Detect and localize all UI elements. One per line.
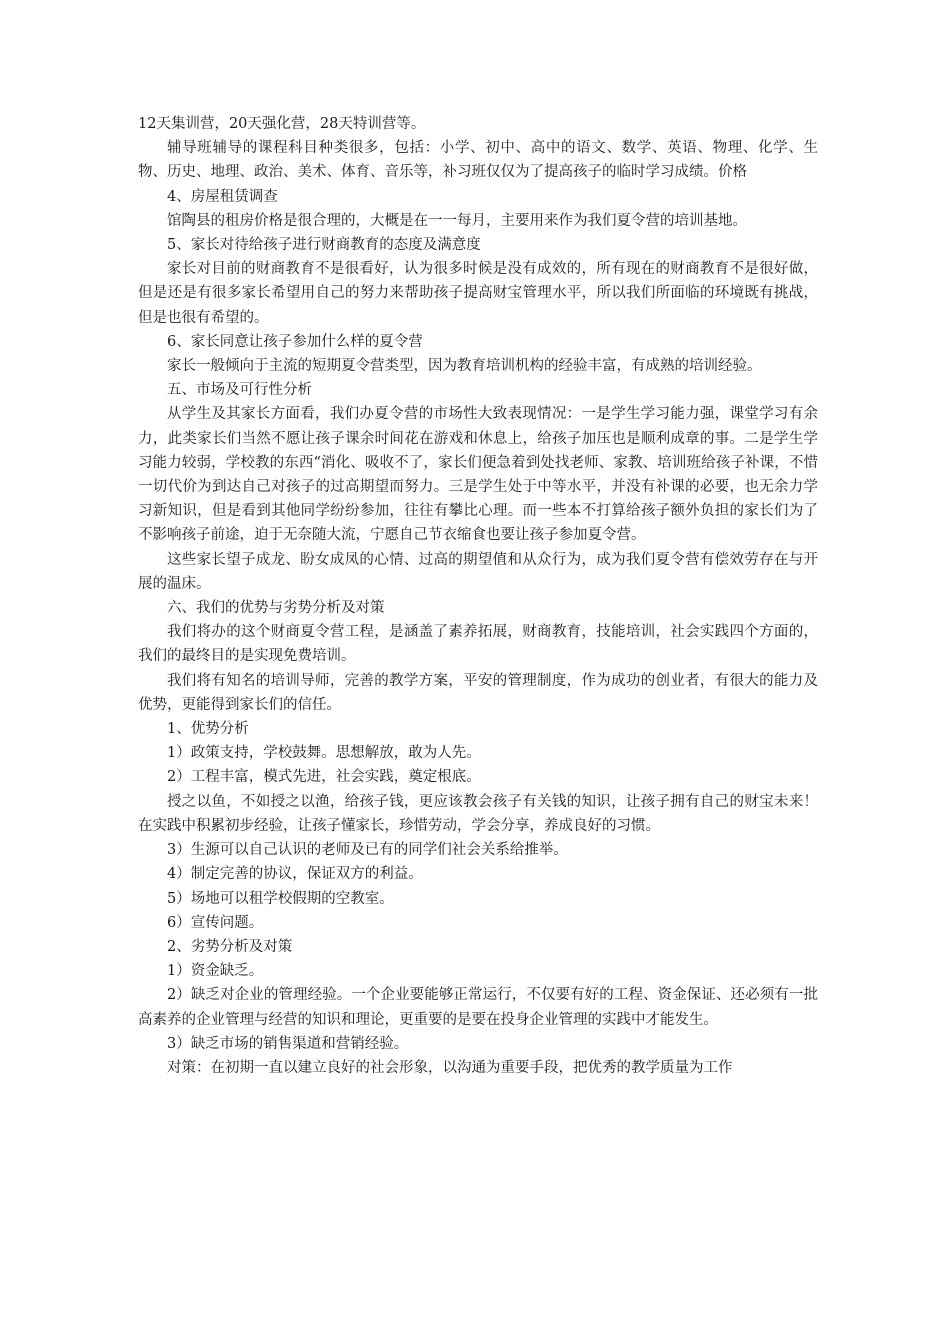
document-body [138, 112, 818, 1080]
paragraph-parent-attitude: 家长对目前的财商教育不是很看好，认为很多时候是没有成效的，所有现在的财商教育不是很好做，但是还是有很多家长希望用自己的努力来帮助孩子提高财宝管理水平，所以我们所面临的环境既有挑战，但是也很有希望的。 [138, 261, 818, 326]
heading-parent-attitude: 5、家长对待给孩子进行财商教育的态度及满意度 [167, 237, 481, 254]
heading-swot: 六、我们的优势与劣势分析及对策 [167, 600, 385, 617]
list-item-strength-3: 3）生源可以自己认识的老师及已有的同学们社会关系给推举。 [167, 842, 568, 859]
paragraph-project-scope: 我们将办的这个财商夏令营工程，是涵盖了素养拓展，财商教育，技能培训，社会实践四个方面的，我们的最终目的是实现免费培训。 [138, 624, 818, 665]
paragraph-camp-durations: 12天集训营，20天强化营，28天特训营等。 [138, 116, 426, 132]
list-item-weakness-2: 2）缺乏对企业的管理经验。一个企业要能够正常运行，不仅要有好的工程、资金保证、还必须有一批高素养的企业管理与经营的知识和理论，更重要的是要在投身企业管理的实践中才能发生。 [138, 987, 818, 1028]
paragraph-camp-preference: 家长一般倾向于主流的短期夏令营类型，因为教育培训机构的经验丰富，有成熟的培训经验。 [167, 358, 762, 375]
list-item-strength-6: 6）宣传问题。 [167, 914, 264, 931]
paragraph-trainers: 我们将有知名的培训导师，完善的教学方案，平安的管理制度，作为成功的创业者，有很大的能力及优势，更能得到家长们的信任。 [138, 672, 818, 713]
list-item-strength-5: 5）场地可以租学校假期的空教室。 [167, 890, 394, 907]
list-item-weakness-3: 3）缺乏市场的销售渠道和营销经验。 [167, 1035, 409, 1052]
list-item-weakness-1: 1）资金缺乏。 [167, 963, 264, 980]
list-item-strength-4: 4）制定完善的协议，保证双方的利益。 [167, 866, 423, 883]
paragraph-parent-expectations: 这些家长望子成龙、盼女成凤的心情、过高的期望值和从众行为，成为我们夏令营有偿效劳存在与开展的温床。 [138, 551, 818, 592]
list-item-strength-1: 1）政策支持，学校鼓舞。思想解放，敢为人先。 [167, 745, 481, 762]
heading-housing-rental-survey: 4、房屋租赁调查 [167, 188, 278, 205]
paragraph-teach-to-fish: 授之以鱼，不如授之以渔，给孩子钱，更应该教会孩子有关钱的知识，让孩子拥有自己的财宝未来！在实践中积累初步经验，让孩子懂家长，珍惜劳动，学会分享，养成良好的习惯。 [138, 793, 818, 834]
list-item-strength-2: 2）工程丰富，模式先进，社会实践，奠定根底。 [167, 769, 481, 786]
heading-market-feasibility: 五、市场及可行性分析 [167, 382, 312, 399]
paragraph-tutoring-subjects: 辅导班辅导的课程科目种类很多，包括：小学、初中、高中的语文、数学、英语、物理、化学、生物、历史、地理、政治、美术、体育、音乐等，补习班仅仅为了提高孩子的临时学习成绩。价格 [138, 140, 818, 181]
paragraph-market-analysis: 从学生及其家长方面看，我们办夏令营的市场性大致表现情况：一是学生学习能力强，课堂学习有余力，此类家长们当然不愿让孩子课余时间花在游戏和休息上，给孩子加压也是顺利成章的事。二是学生学习能力较弱，学校教的东西“消化、吸收不了，家长们便急着到处找老师、家教、培训班给孩子补课，不惜一切代价为到达自己对孩子的过高期望而努力。三是学生处于中等水平，并没有补课的必要，也无余力学习新知识，但是看到其他同学纷纷参加，往往有攀比心理。而一些本不打算给孩子额外负担的家长们为了不影响孩子前途，迫于无奈随大流，宁愿自己节衣缩食也要让孩子参加夏令营。 [138, 406, 818, 544]
paragraph-rental-price: 馆陶县的租房价格是很合理的，大概是在一一每月，主要用来作为我们夏令营的培训基地。 [167, 212, 747, 229]
heading-weaknesses: 2、劣势分析及对策 [167, 938, 293, 955]
heading-strengths: 1、优势分析 [167, 721, 249, 738]
heading-camp-preference: 6、家长同意让孩子参加什么样的夏令营 [167, 333, 423, 350]
paragraph-countermeasures: 对策：在初期一直以建立良好的社会形象，以沟通为重要手段，把优秀的教学质量为工作 [167, 1059, 733, 1076]
